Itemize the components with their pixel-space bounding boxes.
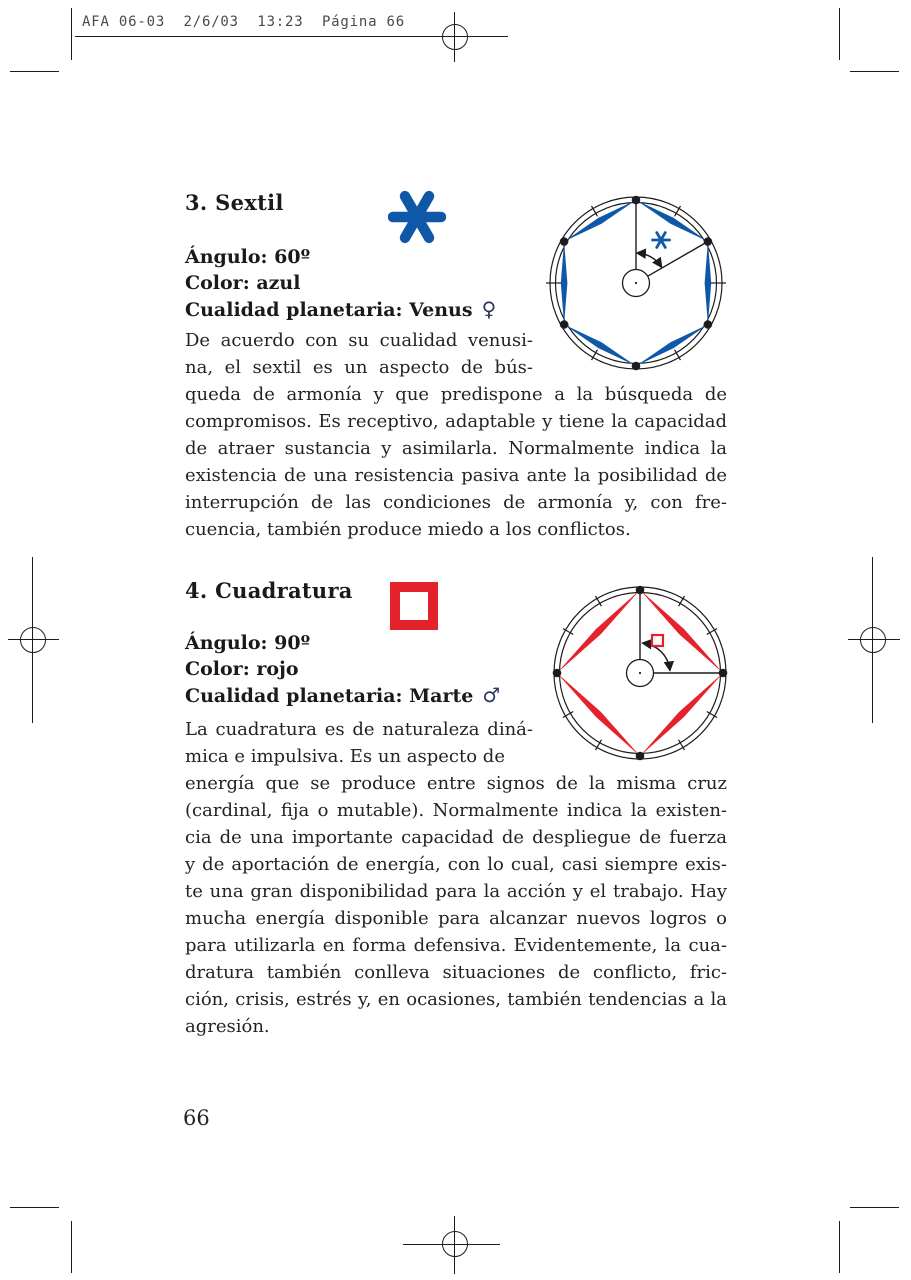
sextile-aspect-icon	[388, 188, 446, 246]
crop-mark-bottom-left-h	[10, 1207, 59, 1208]
cuadratura-paragraph-wide	[185, 770, 727, 1040]
page-number: 66	[183, 1106, 210, 1130]
wheel-center-dot	[635, 282, 637, 284]
text-line: dratura también conlleva situaciones de conflicto, fric-	[185, 962, 727, 983]
text-line: cuencia, también produce miedo a los conflictos.	[185, 519, 631, 540]
cuadratura-paragraph-narrow	[185, 716, 533, 770]
crop-mark-top-right-v	[839, 8, 840, 60]
crop-mark-bottom-left-v	[71, 1221, 72, 1273]
square-symbol-label	[652, 635, 663, 646]
sextil-wheel-diagram	[545, 192, 727, 374]
section-heading-cuadratura: 4. Cuadratura	[185, 578, 353, 603]
registration-mark-top-circle	[442, 24, 468, 50]
cuadratura-planet: Cualidad planetaria: Marte ♂	[185, 683, 501, 707]
crop-mark-top-left-h	[10, 71, 59, 72]
text-line: agresión.	[185, 1016, 270, 1037]
angle-arc-arrow	[638, 253, 661, 266]
text-line: cia de una importante capacidad de despliegue de fuerza	[185, 827, 727, 848]
crop-mark-bottom-right-v	[839, 1221, 840, 1273]
text-line: mucha energía disponible para alcanzar nuevos logros o	[185, 908, 727, 929]
text-line: existencia de una resistencia pasiva ante la posibilidad de	[185, 465, 727, 486]
sextil-planet: Cualidad planetaria: Venus ♀	[185, 297, 497, 321]
cuadratura-color: Color: rojo	[185, 658, 299, 680]
section-heading-sextil: 3. Sextil	[185, 190, 284, 215]
crop-mark-top-left-v	[71, 8, 72, 60]
text-line: interrupción de las condiciones de armonía y, con fre-	[185, 492, 727, 513]
mars-symbol-icon: ♂	[482, 683, 501, 707]
sextil-angle: Ángulo: 60º	[185, 246, 311, 268]
text-line: queda de armonía y que predispone a la búsqueda de	[185, 384, 727, 405]
text-line: (cardinal, fija o mutable). Normalmente indica la existen-	[185, 800, 727, 821]
venus-symbol-icon: ♀	[481, 297, 497, 321]
cuadratura-specs	[185, 630, 500, 709]
cuadratura-wheel-diagram	[549, 582, 731, 764]
angle-radius-lines	[636, 202, 706, 276]
text-line: ción, crisis, estrés y, en ocasiones, también tendencias a la	[185, 989, 727, 1010]
text-line: de atraer sustancia y asimilarla. Normalmente indica la	[185, 438, 727, 459]
registration-mark-bottom-circle	[442, 1231, 468, 1257]
text-line: De acuerdo con su cualidad venusi-	[185, 330, 533, 351]
text-line: para utilizarla en forma defensiva. Evidentemente, la cua-	[185, 935, 727, 956]
sextil-paragraph-narrow	[185, 327, 533, 381]
sextile-symbol-label	[653, 233, 670, 248]
wheel-center-dot	[639, 672, 641, 674]
text-line: energía que se produce entre signos de la misma cruz	[185, 773, 727, 794]
registration-mark-left-circle	[20, 627, 46, 653]
sextil-specs	[185, 244, 496, 323]
sextil-color: Color: azul	[185, 272, 301, 294]
text-line: te una gran disponibilidad para la acción y el trabajo. Hay	[185, 881, 727, 902]
registration-mark-right-circle	[860, 627, 886, 653]
text-line: y de aportación de energía, con lo cual, casi siempre exis-	[185, 854, 727, 875]
text-line: compromisos. Es receptivo, adaptable y tiene la capacidad	[185, 411, 727, 432]
crop-mark-bottom-right-h	[850, 1207, 899, 1208]
text-line: La cuadratura es de naturaleza diná-	[185, 719, 533, 740]
text-line: na, el sextil es un aspecto de bús-	[185, 357, 533, 378]
text-line: mica e impulsiva. Es un aspecto de	[185, 746, 505, 767]
crop-mark-top-right-h	[850, 71, 899, 72]
sextil-paragraph-wide	[185, 381, 727, 543]
square-aspect-icon	[390, 582, 438, 630]
cuadratura-angle: Ángulo: 90º	[185, 632, 311, 654]
print-header: AFA 06-03 2/6/03 13:23 Página 66	[82, 14, 406, 30]
